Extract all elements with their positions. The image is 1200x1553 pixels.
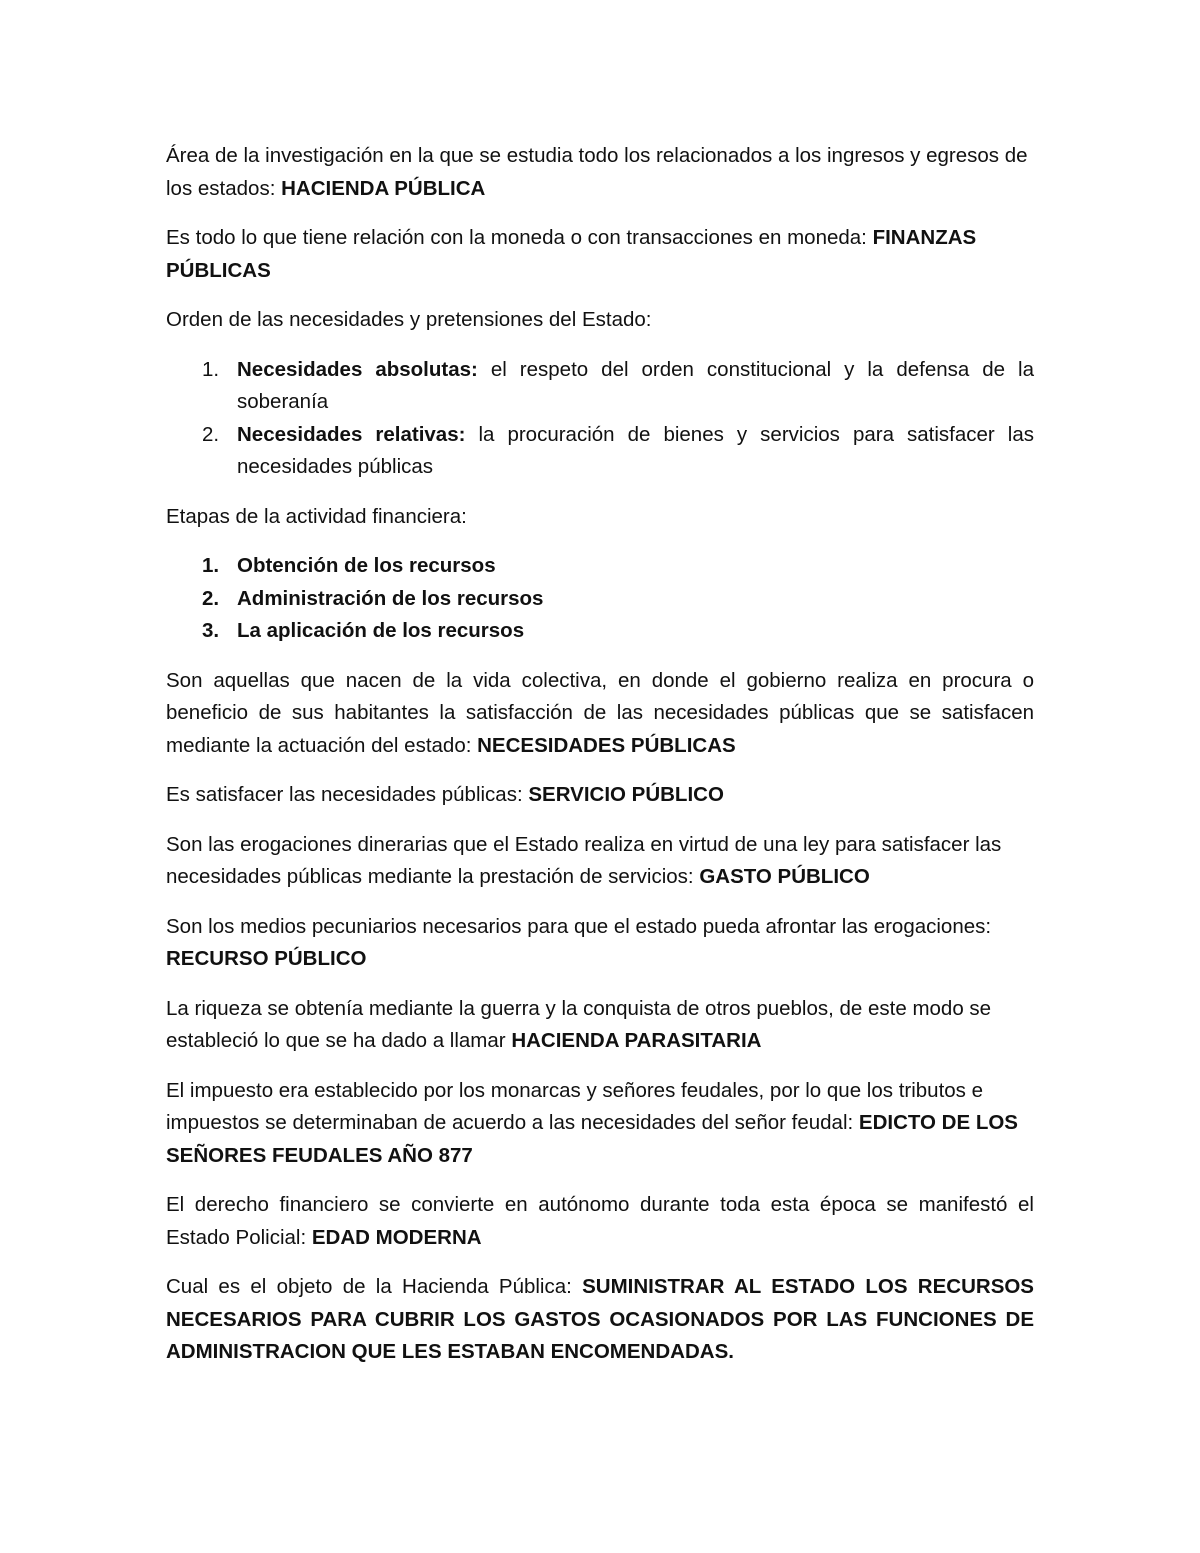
paragraph-hacienda-publica: Área de la investigación en la que se estudia todo los relacionados a los ingresos y egresos de los estados: HACIENDA PÚBLICA (166, 144, 1028, 200)
list-term: La aplicación de los recursos (237, 619, 525, 642)
list-item: 1. Necesidades absolutas: el respeto del orden constitucional y la defensa de la soberanía (166, 354, 1034, 419)
list-number: 1. (202, 357, 220, 381)
list-number: 2. (202, 586, 220, 610)
answer-finanzas-publicas: FINANZAS PÚBLICAS (166, 226, 977, 282)
answer-edicto: EDICTO DE LOS SEÑORES FEUDALES AÑO 877 (166, 1111, 1018, 1167)
list-etapas (166, 550, 1034, 648)
list-term: Administración de los recursos (237, 586, 544, 610)
paragraph-orden-necesidades: Orden de las necesidades y pretensiones del Estado: (166, 308, 652, 331)
answer-servicio-publico: SERVICIO PÚBLICO (528, 783, 724, 806)
paragraph-objeto-hacienda: Cual es el objeto de la Hacienda Pública: SUMINISTRAR AL ESTADO LOS RECURSOS NECESARIOS PARA CUBRIR LOS GASTOS OCASIONADOS POR LAS FUNCIONES DE ADMINISTRACION QUE LES ESTABAN ENCOMENDADAS. (166, 1275, 1034, 1363)
answer-hacienda-publica: HACIENDA PÚBLICA (281, 176, 486, 200)
answer-hacienda-parasitaria: HACIENDA PARASITARIA (511, 1029, 762, 1052)
answer-objeto-hacienda: SUMINISTRAR AL ESTADO LOS RECURSOS NECESARIOS PARA CUBRIR LOS GASTOS OCASIONADOS POR LAS FUNCIONES DE ADMINISTRACION QUE LES ESTABAN ENCOMENDADAS. (166, 1275, 1034, 1363)
paragraph-recurso-publico: Son los medios pecuniarios necesarios para que el estado pueda afrontar las erogaciones: RECURSO PÚBLICO (166, 914, 992, 970)
paragraph-necesidades-publicas: Son aquellas que nacen de la vida colectiva, en donde el gobierno realiza en procura o beneficio de sus habitantes la satisfacción de las necesidades públicas que se satisfacen mediante la actuación del estado: NECESIDADES PÚBLICAS (166, 668, 1034, 757)
list-number: 1. (202, 554, 220, 577)
list-item (166, 583, 1034, 616)
list-term: Necesidades relativas: (237, 422, 466, 446)
list-item: 2. Necesidades relativas: la procuración de bienes y servicios para satisfacer las necesidades públicas (166, 419, 1034, 484)
list-necesidades (166, 354, 1034, 484)
paragraph-finanzas-publicas: Es todo lo que tiene relación con la moneda o con transacciones en moneda: FINANZAS PÚBLICAS (166, 226, 977, 282)
answer-necesidades-publicas: NECESIDADES PÚBLICAS (477, 733, 736, 757)
paragraph-servicio-publico: Es satisfacer las necesidades públicas: SERVICIO PÚBLICO (166, 783, 724, 806)
list-number: 2. (202, 422, 220, 446)
paragraph-etapas: Etapas de la actividad financiera: (166, 504, 467, 528)
answer-recurso-publico: RECURSO PÚBLICO (166, 947, 367, 970)
paragraph-edad-moderna: El derecho financiero se convierte en autónomo durante toda esta época se manifestó el Estado Policial: EDAD MODERNA (166, 1193, 1034, 1249)
list-term: Obtención de los recursos (237, 554, 496, 577)
answer-gasto-publico: GASTO PÚBLICO (699, 865, 870, 888)
answer-edad-moderna: EDAD MODERNA (311, 1225, 482, 1249)
list-item (166, 615, 1034, 648)
paragraph-edicto: El impuesto era establecido por los monarcas y señores feudales, por lo que los tributos e impuestos se determinaban de acuerdo a las necesidades del señor feudal: EDICTO DE LOS SEÑORES FEUDALES AÑO 877 (166, 1078, 1018, 1167)
document-body (166, 140, 1034, 1386)
paragraph-gasto-publico: Son las erogaciones dinerarias que el Estado realiza en virtud de una ley para satisfacer las necesidades públicas mediante la prestación de servicios: GASTO PÚBLICO (166, 832, 1002, 888)
list-term: Necesidades absolutas: (237, 357, 478, 381)
list-item (166, 550, 1034, 583)
paragraph-hacienda-parasitaria: La riqueza se obtenía mediante la guerra y la conquista de otros pueblos, de este modo se estableció lo que se ha dado a llamar HACIENDA PARASITARIA (166, 996, 992, 1052)
list-number: 3. (202, 619, 220, 642)
